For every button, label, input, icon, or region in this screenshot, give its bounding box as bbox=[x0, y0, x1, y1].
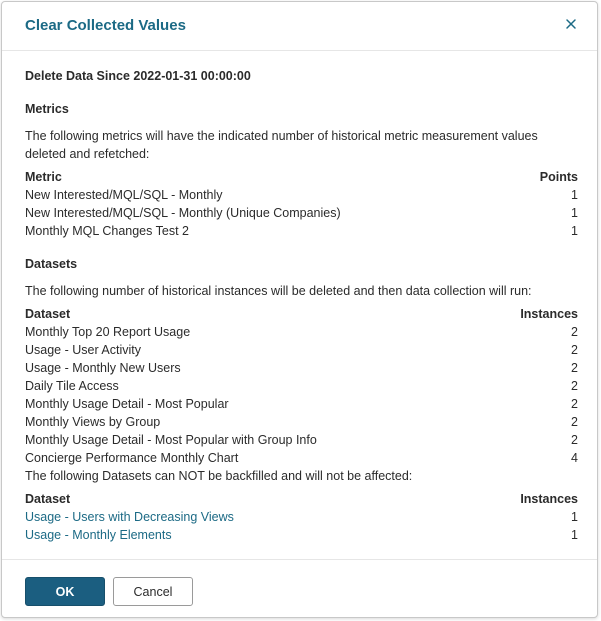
column-header-instances: Instances bbox=[520, 307, 578, 321]
column-header-instances: Instances bbox=[520, 492, 578, 506]
column-header-metric: Metric bbox=[25, 170, 62, 184]
clear-collected-values-dialog bbox=[1, 1, 598, 618]
dialog-title: Clear Collected Values bbox=[25, 17, 186, 34]
column-header-dataset: Dataset bbox=[25, 307, 71, 321]
table-row bbox=[25, 431, 578, 449]
dialog-footer bbox=[2, 559, 597, 617]
table-row bbox=[25, 359, 578, 377]
dataset-name: Concierge Performance Monthly Chart bbox=[25, 451, 239, 465]
dataset-instances: 2 bbox=[571, 379, 578, 393]
dataset-instances: 4 bbox=[571, 451, 578, 465]
dataset-instances: 2 bbox=[571, 415, 578, 429]
metric-points: 1 bbox=[571, 188, 578, 202]
table-header-row bbox=[25, 168, 578, 186]
dataset-name: Monthly Usage Detail - Most Popular with Group Info bbox=[25, 433, 317, 447]
metric-name: New Interested/MQL/SQL - Monthly bbox=[25, 188, 223, 202]
cancel-button[interactable]: Cancel bbox=[113, 577, 193, 606]
metrics-description: The following metrics will have the indicated number of historical metric measurement values deleted and refetched: bbox=[25, 129, 538, 161]
dataset-name: Usage - Monthly New Users bbox=[25, 361, 181, 375]
not-backfilled-note bbox=[25, 467, 578, 485]
table-row bbox=[25, 323, 578, 341]
dataset-instances: 2 bbox=[571, 325, 578, 339]
table-row bbox=[25, 413, 578, 431]
dataset-name: Monthly Views by Group bbox=[25, 415, 161, 429]
dataset-link[interactable]: Usage - Users with Decreasing Views bbox=[25, 510, 234, 524]
table-row bbox=[25, 377, 578, 395]
column-header-dataset: Dataset bbox=[25, 492, 71, 506]
table-row bbox=[25, 204, 578, 222]
dataset-name: Monthly Top 20 Report Usage bbox=[25, 325, 191, 339]
dataset-name: Daily Tile Access bbox=[25, 379, 119, 393]
dataset-name: Usage - User Activity bbox=[25, 343, 142, 357]
dialog-header bbox=[2, 2, 597, 51]
metric-name: New Interested/MQL/SQL - Monthly (Unique Companies) bbox=[25, 206, 341, 220]
table-row bbox=[25, 341, 578, 359]
table-header-row bbox=[25, 490, 578, 508]
dataset-name: Monthly Usage Detail - Most Popular bbox=[25, 397, 229, 411]
unaffected-datasets-table bbox=[25, 490, 578, 544]
delete-since-label: Delete Data Since 2022-01-31 00:00:00 bbox=[25, 69, 251, 83]
dataset-instances: 1 bbox=[571, 510, 578, 524]
table-row bbox=[25, 222, 578, 240]
table-row bbox=[25, 186, 578, 204]
datasets-section-title: Datasets bbox=[25, 257, 78, 271]
dataset-link[interactable]: Usage - Monthly Elements bbox=[25, 528, 172, 542]
table-row bbox=[25, 526, 578, 544]
table-row bbox=[25, 395, 578, 413]
table-row bbox=[25, 508, 578, 526]
close-icon[interactable] bbox=[563, 16, 579, 32]
dataset-instances: 2 bbox=[571, 343, 578, 357]
dataset-instances: 2 bbox=[571, 397, 578, 411]
table-header-row bbox=[25, 305, 578, 323]
datasets-table bbox=[25, 305, 578, 485]
dataset-instances: 2 bbox=[571, 361, 578, 375]
metric-points: 1 bbox=[571, 206, 578, 220]
column-header-points: Points bbox=[539, 170, 578, 184]
metrics-table bbox=[25, 168, 578, 240]
metric-name: Monthly MQL Changes Test 2 bbox=[25, 224, 189, 238]
table-row bbox=[25, 449, 578, 467]
datasets-description: The following number of historical instances will be deleted and then data collection will run: bbox=[25, 284, 532, 298]
metrics-section-title: Metrics bbox=[25, 102, 69, 116]
ok-button[interactable]: OK bbox=[25, 577, 105, 606]
not-backfilled-note-text: The following Datasets can NOT be backfilled and will not be affected: bbox=[25, 469, 413, 483]
dataset-instances: 1 bbox=[571, 528, 578, 542]
dataset-instances: 2 bbox=[571, 433, 578, 447]
metric-points: 1 bbox=[571, 224, 578, 238]
